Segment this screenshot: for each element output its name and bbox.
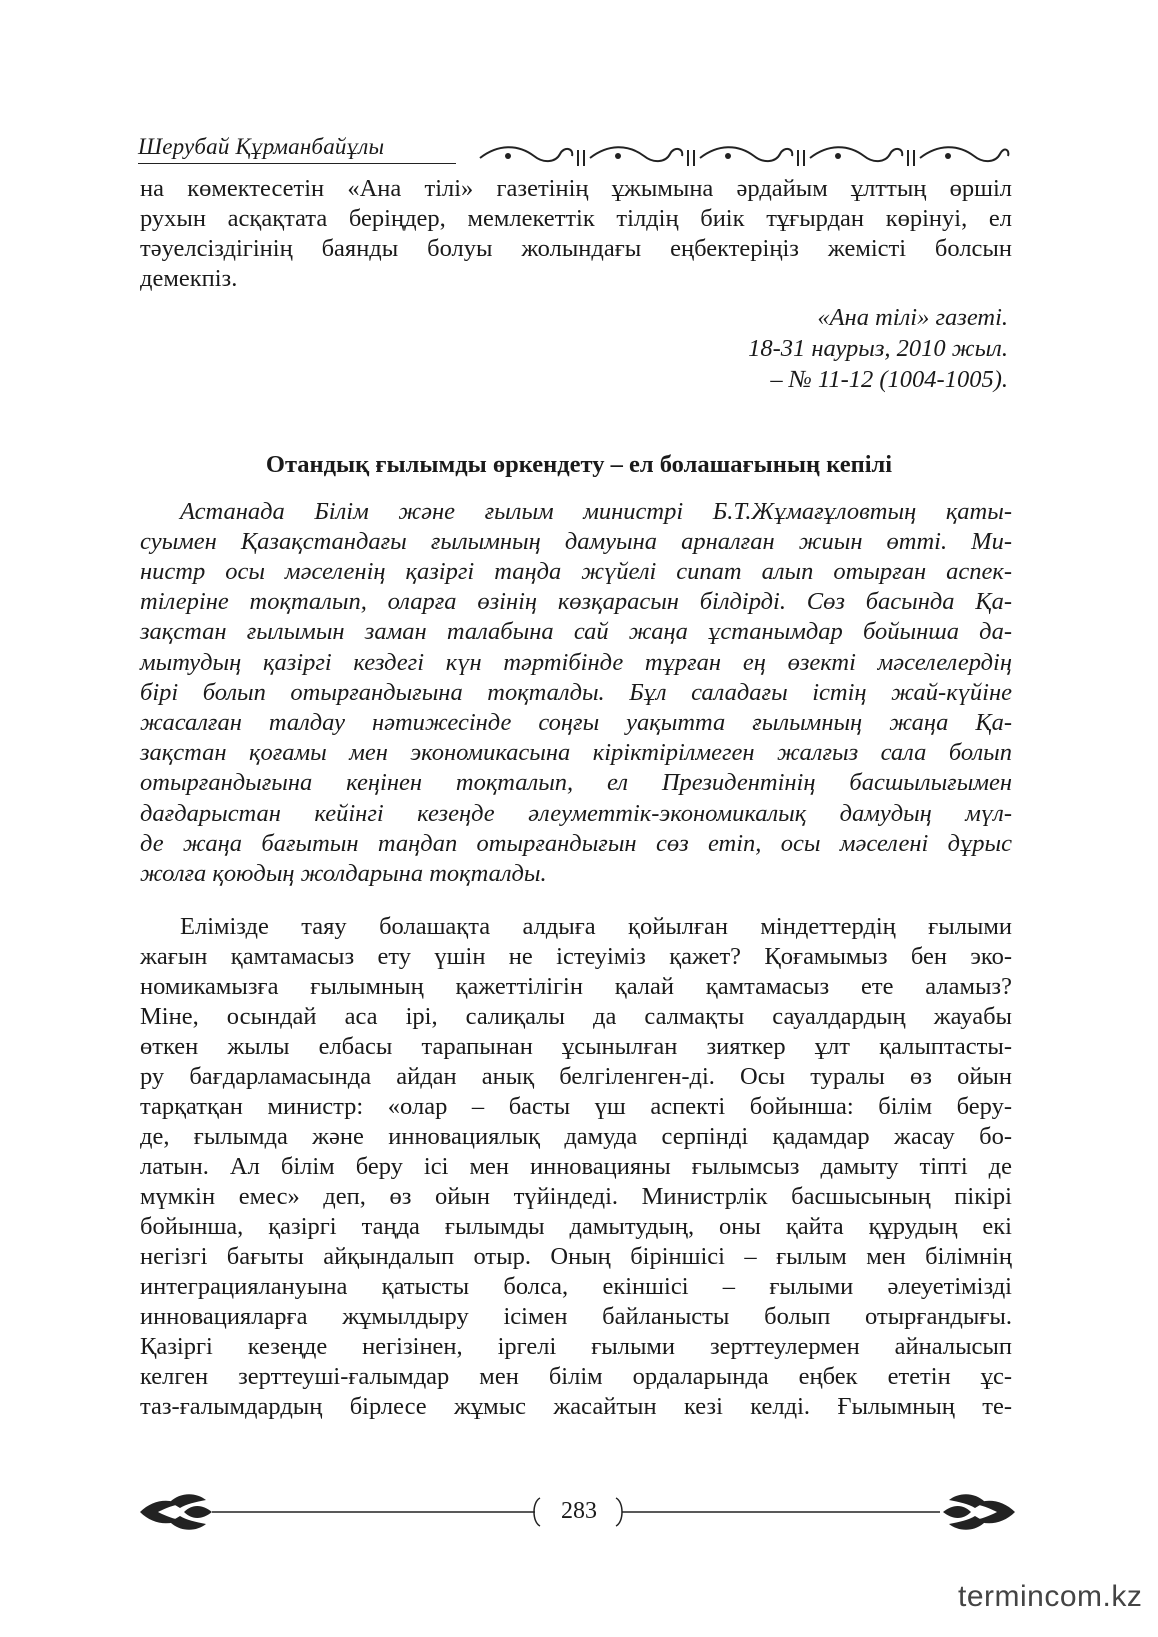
body-line: латын. Ал білім беру ісі мен инновацияны ғылымсыз дамыту тіпті де: [140, 1153, 1012, 1180]
body-line: ру бағдарламасында айдан анық белгіленген-ді. Осы туралы өз ойын: [140, 1063, 1012, 1090]
running-head-rule: [138, 163, 456, 164]
intro-line-1: на көмектесетін «Ана тілі» газетінің ұжымына әрдайым ұлттың өршіл: [140, 175, 1012, 202]
lead-line: де жаңа бағытын таңдап отырғандығын сөз етіп, осы мәселені дұрыс: [140, 830, 1012, 857]
body-line: Елімізде таяу болашақта алдыға қойылған міндеттердің ғылыми: [180, 913, 1012, 940]
article-title: Отандық ғылымды өркендету – ел болашағының кепілі: [265, 451, 893, 478]
running-head-author: Шерубай Құрманбайұлы: [138, 134, 385, 159]
lead-line: дағдарыстан кейінгі кезеңде әлеуметтік-экономикалық дамудың мүл-: [140, 800, 1012, 827]
lead-line: Астанада Білім және ғылым министрі Б.Т.Жұмағұловтың қаты-: [180, 498, 1012, 525]
site-watermark: termincom.kz: [958, 1580, 1143, 1613]
body-line: өткен жылы елбасы тарапынан ұсынылған зияткер ұлт қалыптасты-: [140, 1033, 1012, 1060]
body-line: мүмкін емес» деп, өз ойын түйіндеді. Министрлік басшысының пікірі: [140, 1183, 1012, 1210]
body-line: де, ғылымда және инновациялық дамуда серпінді қадамдар жасау бо-: [140, 1123, 1012, 1150]
lead-line: тілеріне тоқталып, оларға өзінің көзқарасын білдірді. Сөз басында Қа-: [140, 588, 1012, 615]
source-line-2: 18-31 наурыз, 2010 жыл.: [748, 335, 1008, 362]
intro-line-2: рухын асқақтата беріңдер, мемлекеттік тілдің биік тұғырдан көрінуі, ел: [140, 205, 1012, 232]
body-line: бойынша, қазіргі таңда ғылымды дамытудың, оны қайта құрудың екі: [140, 1213, 1012, 1240]
lead-line: зақстан қоғамы мен экономикасына кіріктірілмеген жалғыз сала болып: [140, 739, 1012, 766]
body-line: интеграциялануына қатысты болса, екіншісі – ғылыми әлеуетімізді: [140, 1273, 1012, 1300]
body-line: Қазіргі кезеңде негізінен, іргелі ғылыми зерттеулермен айналысып: [140, 1333, 1012, 1360]
lead-line: суымен Қазақстандағы ғылымның дамуына арналған жиын өтті. Ми-: [140, 528, 1012, 555]
body-line: тарқатқан министр: «олар – басты үш аспекті бойынша: білім беру-: [140, 1093, 1012, 1120]
body-line: Міне, осындай аса ірі, салиқалы да салмақты сауалдардың жауабы: [140, 1003, 1012, 1030]
body-line: таз-ғалымдардың бірлесе жұмыс жасайтын кезі келді. Ғылымның те-: [140, 1393, 1012, 1420]
header-ornament-icon: [478, 140, 1010, 170]
lead-line: жасалған талдау нәтижесінде соңғы уақытта ғылымның жаңа Қа-: [140, 709, 1012, 736]
intro-line-4: демекпіз.: [140, 265, 238, 292]
lead-line: мытудың қазіргі кездегі күн тәртібінде тұрған ең өзекті мәселелердің: [140, 649, 1012, 676]
source-citation: [748, 302, 1008, 395]
lead-line: нистр осы мәселенің қазіргі таңда жүйелі сипат алып отырған аспек-: [140, 558, 1012, 585]
intro-line-3: тәуелсіздігінің баянды болуы жолындағы еңбектеріңіз жемісті болсын: [140, 235, 1012, 262]
body-line: жағын қамтамасыз ету үшін не істеуіміз қажет? Қоғамымыз бен эко-: [140, 943, 1012, 970]
body-line: инновацияларға жұмылдыру ісімен байланысты болып отырғандығы.: [140, 1303, 1012, 1330]
source-line-3: – № 11-12 (1004-1005).: [770, 366, 1008, 393]
lead-line: бірі болып отырғандығына тоқталды. Бұл саладағы істің жай-күйіне: [140, 679, 1012, 706]
lead-line: зақстан ғылымын заман талабына сай жаңа ұстанымдар бойынша да-: [140, 618, 1012, 645]
body-line: номикамызға ғылымның қажеттілігін қалай қамтамасыз ете аламыз?: [140, 973, 1012, 1000]
lead-line: отырғандығына кеңінен тоқталып, ел Президентінің басшылығымен: [140, 769, 1012, 796]
body-line: негізгі бағыты айқындалып отыр. Оның біріншісі – ғылым мен білімнің: [140, 1243, 1012, 1270]
body-line: келген зерттеуші-ғалымдар мен білім ордаларында еңбек ететін ұс-: [140, 1363, 1012, 1390]
page-number: 283: [561, 1498, 597, 1524]
lead-line: жолға қоюдың жолдарына тоқталды.: [140, 860, 547, 887]
source-line-1: «Ана тілі» газеті.: [817, 304, 1008, 331]
